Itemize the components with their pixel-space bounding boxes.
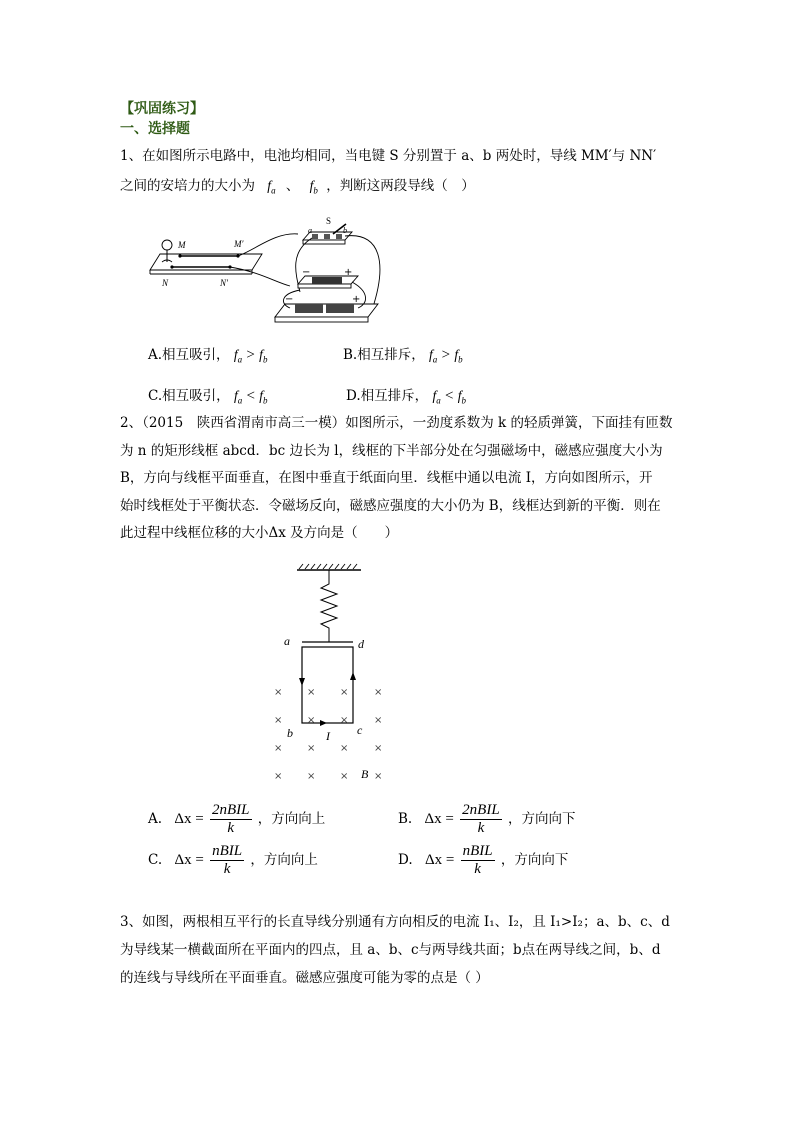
q1-line2-pre: 之间的安培力的大小为 <box>120 178 255 194</box>
q2-cross: × <box>374 715 383 726</box>
q2-cross: × <box>340 771 349 782</box>
q1-label-Mp: M′ <box>234 239 244 249</box>
q1-circuit-figure <box>140 212 390 327</box>
q1-label-N: N <box>162 278 169 288</box>
q2-cross: × <box>274 687 283 698</box>
q2-cross: × <box>340 743 349 754</box>
q2-option-a[interactable]: A. Δx = $\frac{\text{2nBIL}}{k}$ ，方向向上 <box>148 802 326 836</box>
q1-label-a: a <box>308 226 312 235</box>
q2-cross: × <box>340 715 349 726</box>
q2-label-c: c <box>357 723 363 737</box>
q2-cross: × <box>340 687 349 698</box>
q2-cross: × <box>307 743 316 754</box>
q2-label-b: b <box>287 726 293 740</box>
q2-cross: × <box>274 771 283 782</box>
q2-cross: × <box>274 743 283 754</box>
q1-option-d[interactable]: D.相互排斥， $f_a < f_b$ <box>346 388 467 406</box>
q1-sep: 、 <box>285 178 300 194</box>
q1-line1: 1、在如图所示电路中，电池均相同，当电键 S 分别置于 a、b 两处时，导线 MM′与 NN′ <box>120 148 657 164</box>
q1-label-b: b <box>343 226 347 235</box>
q1-label-Np: N′ <box>220 278 228 288</box>
q2-cross: × <box>307 687 316 698</box>
section-title: 一、选择题 <box>120 121 190 137</box>
q2-cross: × <box>307 715 316 726</box>
q2-cross: × <box>374 743 383 754</box>
q2-label-B: B <box>361 767 369 781</box>
q2-spring-coil-figure <box>265 560 395 790</box>
q1-label-minus2: − <box>285 294 294 305</box>
q1-label-minus1: − <box>302 267 311 278</box>
q2-line5: 此过程中线框位移的大小Δx 及方向是（ ） <box>120 525 399 541</box>
q2-line3: B，方向与线框平面垂直，在图中垂直于纸面向里．线框中通以电流 I，方向如图所示，开 <box>120 470 653 486</box>
q2-cross: × <box>374 771 383 782</box>
q2-line4: 始时线框处于平衡状态．令磁场反向，磁感应强度的大小仍为 B，线框达到新的平衡．则在 <box>120 498 661 514</box>
q2-cross: × <box>374 687 383 698</box>
q2-option-b[interactable]: B. Δx = $\frac{\text{2nBIL}}{k}$ ，方向向下 <box>398 802 576 836</box>
section-bracket-title: 【巩固练习】 <box>120 101 204 117</box>
q2-line1: 2、（2015 陕西省渭南市高三一模）如图所示，一劲度系数为 k 的轻质弹簧，下面挂有匝数 <box>120 415 673 431</box>
q3-line2: 为导线某一横截面所在平面内的四点，且 a、b、c与两导线共面；b点在两导线之间，b、d <box>120 942 661 958</box>
q1-line2-post: ，判断这两段导线（ ） <box>326 178 475 194</box>
q1-label-S: S <box>326 216 332 226</box>
q1-option-a[interactable]: A.相互吸引， $f_a > f_b$ <box>148 347 268 365</box>
q3-line3: 的连线与导线所在平面垂直。磁感应强度可能为零的点是（ ） <box>120 970 489 986</box>
q2-line2: 为 n 的矩形线框 abcd．bc 边长为 l，线框的下半部分处在匀强磁场中，磁感应强度大小为 <box>120 443 663 459</box>
q2-cross: × <box>307 771 316 782</box>
q2-option-d[interactable]: D. Δx = $\frac{\text{nBIL}}{k}$ ，方向向下 <box>398 843 569 877</box>
q3-line1: 3、如图，两根相互平行的长直导线分别通有方向相反的电流 I₁、I₂，且 I₁>I₂；a、b、c、d <box>120 914 670 930</box>
q1-label-plus1: + <box>344 267 353 278</box>
q2-cross: × <box>274 715 283 726</box>
q1-label-plus2: + <box>352 294 361 305</box>
q2-label-a: a <box>284 634 290 648</box>
q1-fa: $f_a$ <box>267 178 276 196</box>
q1-label-M: M <box>178 240 186 250</box>
q2-option-c[interactable]: C. Δx = $\frac{\text{nBIL}}{k}$ ，方向向上 <box>148 843 318 877</box>
q1-option-c[interactable]: C.相互吸引， $f_a < f_b$ <box>148 388 268 406</box>
q1-fb: $f_b$ <box>309 178 318 196</box>
q1-line2 <box>120 176 475 201</box>
q2-label-I: I <box>326 729 330 743</box>
q2-label-d: d <box>358 637 364 651</box>
q1-option-b[interactable]: B.相互排斥， $f_a > f_b$ <box>343 347 463 365</box>
